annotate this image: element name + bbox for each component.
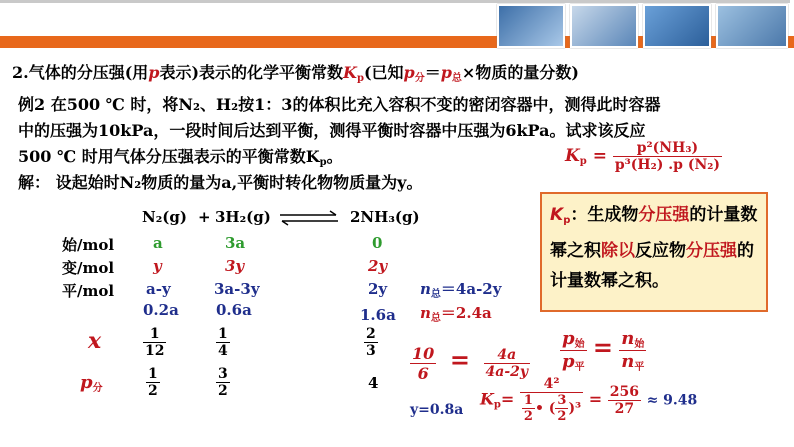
x-n2-fraction: $\frac{1}{12}$ [145,326,165,359]
eq-n2-value: 0.2a [143,301,179,319]
equilibrium-arrow-icon [278,210,340,226]
p-h2-fraction: $\frac{3}{2}$ [218,366,228,399]
scientist-photo-icon [570,4,638,48]
eq-h2-value: 0.6a [216,301,252,319]
kp-formula: $K_p$ = $\frac{\text{p²(NH₃)}}{\text{p³(H₂) .p (N₂)}}$ [565,140,720,173]
total-moles-value: $n_总=2.4a$ [420,304,492,324]
eq-nh3-expr: 2y [368,280,388,298]
pressure-ratio-calc: $\frac{10}{6}$ = $\frac{4a}{4a-2y}$ [412,344,529,383]
row-label-equilibrium: 平/mol [62,282,115,300]
eq-h2-expr: 3a-3y [214,280,260,298]
problem-line-2: 中的压强为10kPa，一段时间后达到平衡，测得平衡时容器中压强为6kPa。试求该反应 [18,121,646,140]
definition-box: $K_p$：生成物分压强的计量数幂之积除以反应物分压强的计量数幂之积。 [540,192,768,312]
row-label-change: 变/mol [62,259,115,277]
top-rule [0,0,790,3]
reactant-h2: 3H₂(g) [215,208,271,226]
y-result: y=0.8a [410,402,464,418]
lab-photo-icon [497,4,565,48]
change-nh3: 2y [368,257,388,275]
x-h2-fraction: $\frac{1}{4}$ [218,326,228,359]
p-n2-fraction: $\frac{1}{2}$ [148,366,158,399]
problem-line-1: 例2 在500 ℃ 时，将N₂、H₂按1：3的体积比充入容积不变的密闭容器中，测得此时容器 [18,95,661,114]
start-nh3: 0 [372,234,383,252]
plus-sign: + [198,208,211,226]
start-h2: 3a [225,234,246,252]
row-label-start: 始/mol [62,236,115,254]
solution-line: 解： 设起始时N₂物质的量为a,平衡时转化物物质量为y。 [18,173,423,192]
total-moles-expr: $n_总=4a-2y$ [420,280,502,300]
reactant-n2: N₂(g) [142,208,187,226]
eq-nh3-value: 1.6a [360,306,396,324]
partial-pressure-label: $p_分$ [80,372,103,394]
start-n2: a [153,234,163,252]
kp-calculation: $K_p=$ 4² $\frac{1}{2}$ • ( $\frac{3}{2}$ )³ = $\frac{256}{27}$ ≈ 9.48 [480,376,698,424]
product-nh3: 2NH₃(g) [350,208,420,226]
x-nh3-fraction: $\frac{2}{3}$ [366,326,376,359]
section-heading: 2.气体的分压强(用p表示)表示的化学平衡常数$K_p$(已知$p_分=p_总\times$物质的量分数) [12,63,579,84]
world-map-icon [643,4,711,48]
problem-line-3: 500 ℃ 时用气体分压强表示的平衡常数$K_p$。 [18,147,343,168]
mole-fraction-label: x [88,328,102,354]
change-h2: 3y [225,257,245,275]
classroom-photo-icon [716,4,788,48]
eq-n2-expr: a-y [146,280,171,298]
ratio-equation: $\frac{p_始}{p_平}$ = $\frac{n_始}{n_平}$ [562,328,645,373]
change-n2: y [153,257,162,275]
p-nh3-value: 4 [368,374,379,392]
